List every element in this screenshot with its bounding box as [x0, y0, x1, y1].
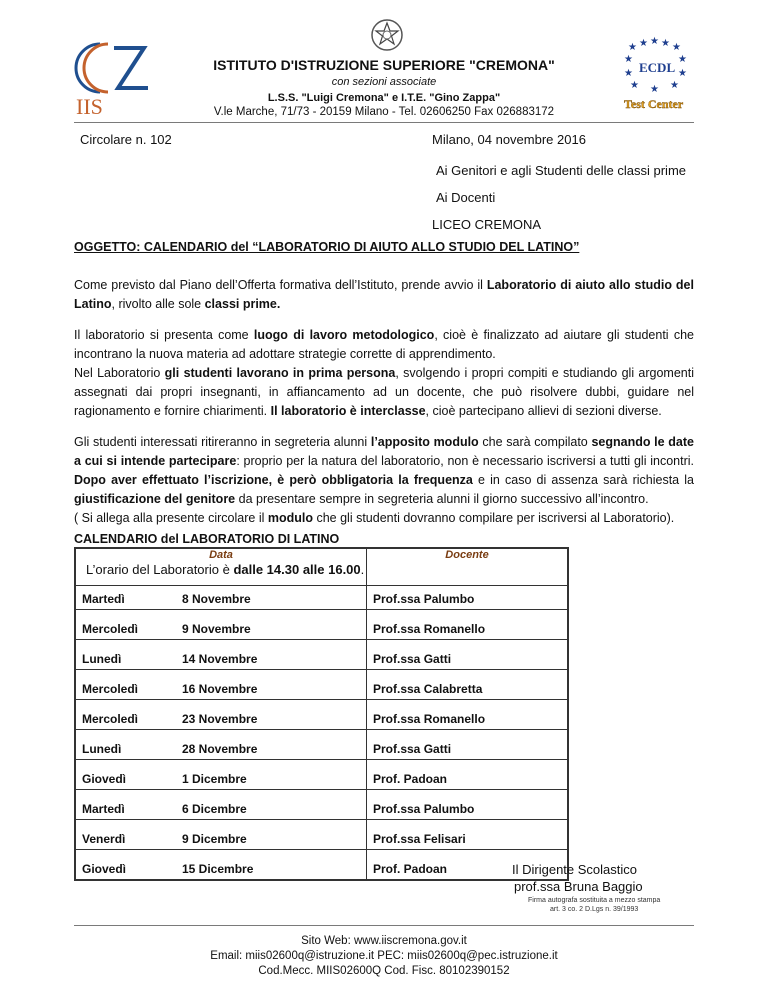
cell-date: 16 Novembre	[164, 670, 367, 700]
cell-day: Mercoledì	[75, 670, 164, 700]
table-row	[75, 640, 568, 670]
cell-teacher: Prof.ssa Felisari	[367, 820, 569, 850]
paragraph-intro: Come previsto dal Piano dell’Offerta formativa dell’Istituto, prende avvio il Laboratorio di aiuto allo studio del Latino, rivolto alle sole classi prime.	[74, 278, 694, 311]
signature-note-line-1: Firma autografa sostituita a mezzo stampa	[528, 897, 661, 904]
footer	[0, 934, 768, 979]
cell-day: Martedì	[75, 790, 164, 820]
table-row	[75, 586, 568, 610]
recipient-2: Ai Docenti	[436, 190, 496, 205]
cell-day: Mercoledì	[75, 610, 164, 640]
cell-day: Lunedì	[75, 730, 164, 760]
cell-date: 6 Dicembre	[164, 790, 367, 820]
column-header-teacher: Docente	[367, 548, 569, 586]
footer-website: Sito Web: www.iiscremona.gov.it	[301, 935, 467, 947]
circular-number: Circolare n. 102	[80, 132, 172, 147]
cell-day: Mercoledì	[75, 700, 164, 730]
paragraph-method: Il laboratorio si presenta come luogo di lavoro metodologico, cioè è finalizzato ad aiutare gli studenti che incontrano la nuova materia ad adottare strategie corrette di apprendimento. Nel Laboratorio gli studenti lavorano in prima persona, svolgendo i propri compiti e studiando gli argomenti assegnati dai propri insegnanti, in affiancamento ad un docente, che può risolvere dubbi, guidare nel ragionamento e fornire chiarimenti. Il laboratorio è interclasse, cioè partecipano allievi di sezioni diverse.	[74, 328, 695, 418]
header-divider	[74, 122, 694, 123]
recipient-1: Ai Genitori e agli Studenti delle classi prime	[436, 163, 687, 178]
school-sections: L.S.S. "Luigi Cremona" e I.T.E. "Gino Zappa"	[267, 92, 501, 104]
footer-codes: Cod.Mecc. MIIS02600Q Cod. Fisc. 80102390152	[258, 965, 510, 977]
footer-emails: Email: miis02600q@istruzione.it PEC: miis02600q@pec.istruzione.it	[210, 950, 558, 962]
signature-name: prof.ssa Bruna Baggio	[514, 879, 643, 894]
svg-text:★: ★	[650, 84, 659, 95]
svg-text:★: ★	[678, 54, 687, 65]
svg-text:★: ★	[650, 36, 659, 47]
cell-date: 28 Novembre	[164, 730, 367, 760]
cell-teacher: Prof.ssa Calabretta	[367, 670, 569, 700]
cell-day: Lunedì	[75, 640, 164, 670]
cell-date: 9 Novembre	[164, 610, 367, 640]
table-row	[75, 820, 568, 850]
svg-text:★: ★	[624, 54, 633, 65]
table-row	[75, 700, 568, 730]
cell-date: 9 Dicembre	[164, 820, 367, 850]
table-row	[75, 670, 568, 700]
signature-note	[528, 896, 660, 914]
footer-divider	[74, 925, 694, 926]
svg-text:★: ★	[630, 80, 639, 91]
calendar-table	[74, 547, 569, 881]
svg-text:IIS: IIS	[76, 94, 103, 118]
signature-role: Il Dirigente Scolastico	[512, 862, 637, 877]
cell-date: 14 Novembre	[164, 640, 367, 670]
republic-emblem-icon	[370, 18, 404, 52]
recipient-3: LICEO CREMONA	[432, 217, 542, 232]
cell-day: Giovedì	[75, 850, 164, 881]
school-name: ISTITUTO D'ISTRUZIONE SUPERIORE "CREMONA"	[213, 57, 555, 73]
cell-teacher: Prof. Padoan	[367, 760, 569, 790]
cell-day: Giovedì	[75, 760, 164, 790]
table-row	[75, 760, 568, 790]
cell-day: Venerdì	[75, 820, 164, 850]
cell-day: Martedì	[75, 586, 164, 610]
table-row	[75, 730, 568, 760]
cell-date: 8 Novembre	[164, 586, 367, 610]
cell-date: 23 Novembre	[164, 700, 367, 730]
cell-teacher: Prof.ssa Gatti	[367, 640, 569, 670]
cell-date: 1 Dicembre	[164, 760, 367, 790]
calendar-rows	[75, 586, 568, 881]
ecdl-label: ECDL	[639, 60, 676, 75]
cell-teacher: Prof.ssa Gatti	[367, 730, 569, 760]
svg-text:★: ★	[639, 38, 648, 49]
table-row	[75, 790, 568, 820]
cell-teacher: Prof.ssa Palumbo	[367, 586, 569, 610]
cell-teacher: Prof.ssa Romanello	[367, 610, 569, 640]
signature-note-line-2: art. 3 co. 2 D.Lgs n. 39/1993	[549, 906, 639, 913]
cell-teacher: Prof.ssa Palumbo	[367, 790, 569, 820]
test-center-label: Test Center	[624, 97, 684, 111]
paragraph-enrollment: Gli studenti interessati ritireranno in segreteria alunni l’apposito modulo che sarà compilato segnando le date a cui si intende partecipare: proprio per la natura del laboratorio, non è necessario iscriversi a tutti gli incontri. Dopo aver effettuato l’iscrizione, è però obbligatoria la frequenza e in caso di assenza sarà richiesta la giustificazione del genitore da presentare sempre in segreteria alunni il giorno successivo all’incontro. ( Si allega alla presente circolare il modulo che gli studenti dovranno compilare per iscriversi al Laboratorio).	[74, 435, 695, 525]
school-address: V.le Marche, 71/73 - 20159 Milano - Tel. 02606250 Fax 026883172	[213, 106, 555, 118]
place-date: Milano, 04 novembre 2016	[432, 132, 586, 147]
subject-line: OGGETTO: CALENDARIO del “LABORATORIO DI AIUTO ALLO STUDIO DEL LATINO”	[74, 240, 580, 254]
cell-date: 15 Dicembre	[164, 850, 367, 881]
svg-text:★: ★	[672, 42, 681, 53]
svg-text:★: ★	[678, 68, 687, 79]
table-row	[75, 610, 568, 640]
hours-note: L’orario del Laboratorio è dalle 14.30 alle 16.00.	[86, 562, 365, 577]
cell-teacher: Prof. Padoan	[367, 850, 569, 881]
column-header-date: Data	[75, 548, 367, 586]
svg-text:★: ★	[670, 80, 679, 91]
calendar-title: CALENDARIO del LABORATORIO DI LATINO	[74, 532, 340, 546]
cell-teacher: Prof.ssa Romanello	[367, 700, 569, 730]
svg-text:★: ★	[624, 68, 633, 79]
svg-text:★: ★	[628, 42, 637, 53]
svg-text:★: ★	[661, 38, 670, 49]
school-subtitle: con sezioni associate	[331, 76, 437, 88]
table-row	[75, 850, 568, 881]
